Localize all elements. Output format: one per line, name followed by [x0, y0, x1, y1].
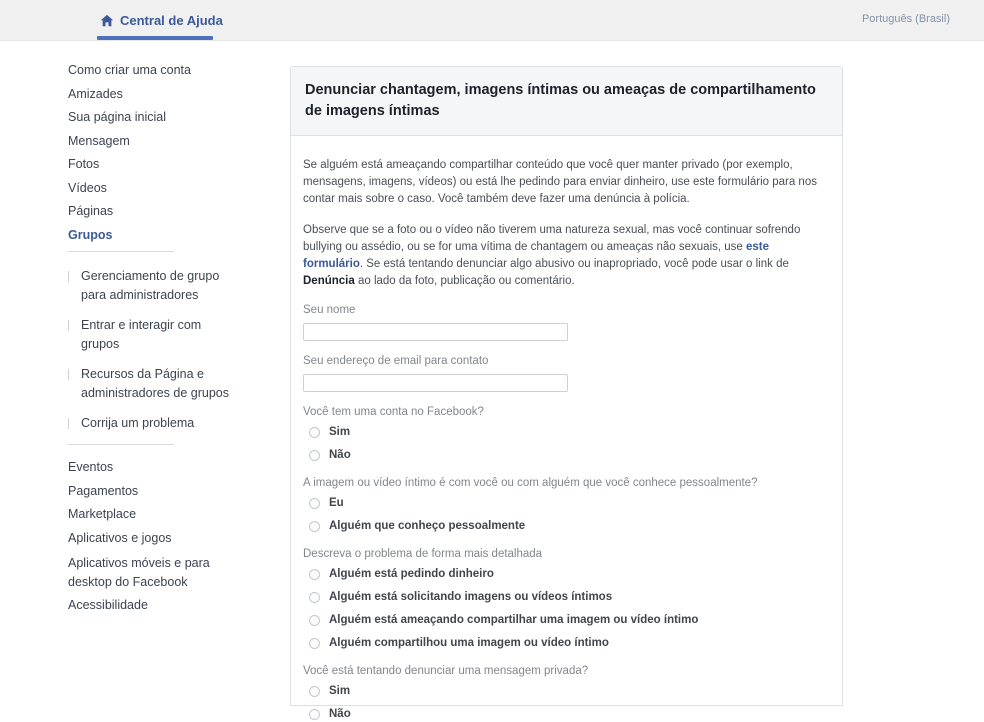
sidebar-item-sua-pagina-inicial[interactable]: Sua página inicial [68, 110, 166, 124]
help-center-home-link[interactable] [100, 0, 223, 41]
sidebar-subitem-gerenciamento-de-grupo[interactable] [68, 267, 240, 305]
radio-option-label: Alguém compartilhou uma imagem ou vídeo íntimo [329, 637, 609, 649]
sidebar-item-aplicativos-moveis[interactable]: Aplicativos móveis e para desktop do Facebook [68, 556, 210, 589]
radio-icon[interactable] [309, 592, 320, 603]
sidebar-subitem-label: Recursos da Página e administradores de grupos [81, 367, 229, 400]
sidebar-subitem-corrija-um-problema[interactable] [68, 414, 240, 433]
radio-option-label: Não [329, 708, 351, 720]
subitem-tick [68, 418, 69, 429]
sidebar-item-grupos[interactable]: Grupos [68, 227, 113, 242]
email-input[interactable] [303, 374, 568, 392]
radio-icon[interactable] [309, 450, 320, 461]
sidebar-item-paginas[interactable]: Páginas [68, 204, 114, 218]
subitem-tick [68, 271, 69, 282]
email-field-label: Seu endereço de email para contato [303, 355, 489, 367]
radio-option-label: Alguém está ameaçando compartilhar uma imagem ou vídeo íntimo [329, 614, 699, 626]
radio-option-label: Não [329, 449, 351, 461]
radio-option-compartilhou[interactable] [309, 636, 828, 651]
sidebar-subitem-label: Entrar e interagir com grupos [81, 318, 202, 351]
radio-option-eu[interactable] [309, 496, 828, 511]
radio-option-label: Sim [329, 685, 351, 697]
sidebar-item-videos[interactable]: Vídeos [68, 180, 107, 195]
sidebar-subitem-entrar-e-interagir[interactable] [68, 316, 240, 354]
radio-option-pedindo-dinheiro[interactable] [309, 567, 828, 582]
sidebar-item-eventos[interactable]: Eventos [68, 460, 114, 474]
question-has-account-label: Você tem uma conta no Facebook? [303, 406, 484, 418]
question-who-in-image-label: A imagem ou vídeo íntimo é com você ou com alguém que você conhece pessoalmente? [303, 477, 758, 489]
question-private-message-label: Você está tentando denunciar uma mensagem privada? [303, 665, 589, 677]
note-text-c: ao lado da foto, publicação ou comentário. [354, 275, 575, 287]
radio-option-nao[interactable] [309, 448, 828, 463]
radio-icon[interactable] [309, 615, 320, 626]
radio-option-sim[interactable] [309, 425, 828, 440]
sidebar-divider [68, 251, 174, 252]
sidebar-item-amizades[interactable]: Amizades [68, 86, 123, 101]
radio-option-nao-mensagem[interactable] [309, 707, 828, 722]
note-paragraph [303, 222, 828, 290]
radio-option-label: Alguém que conheço pessoalmente [329, 520, 526, 532]
page-title: Denunciar chantagem, imagens íntimas ou ameaças de compartilhamento de imagens íntimas [305, 82, 816, 119]
radio-option-label: Sim [329, 426, 351, 438]
article-panel [290, 66, 843, 720]
home-icon [100, 14, 114, 28]
name-field-label: Seu nome [303, 304, 356, 316]
sidebar-item-mensagem[interactable]: Mensagem [68, 133, 130, 148]
radio-icon[interactable] [309, 427, 320, 438]
article-header [291, 67, 842, 136]
radio-icon[interactable] [309, 638, 320, 649]
sidebar-item-marketplace[interactable]: Marketplace [68, 507, 137, 521]
sidebar-subitem-label: Gerenciamento de grupo para administradores [81, 269, 220, 302]
radio-option-solicitando-imagens[interactable] [309, 590, 828, 605]
radio-option-sim-mensagem[interactable] [309, 684, 828, 699]
subitem-tick [68, 369, 69, 380]
note-text-b: . Se está tentando denunciar algo abusivo ou inapropriado, você pode usar o link de [359, 258, 789, 270]
denuncia-bold-text: Denúncia [303, 275, 355, 287]
sidebar-item-como-criar-uma-conta[interactable]: Como criar uma conta [68, 63, 191, 77]
intro-paragraph: Se alguém está ameaçando compartilhar conteúdo que você quer manter privado (por exemplo, mensagens, imagens, vídeos) ou está lhe pedindo para enviar dinheiro, use este formulário para nos contar mais sobre o caso. Você também deve fazer uma denúncia à polícia. [303, 159, 817, 205]
note-text-a: Observe que se a foto ou o vídeo não tiverem uma natureza sexual, mas você continuar sofrendo bullying ou assédio, ou se for uma vítima de chantagem ou ameaças não sexuais, use [303, 224, 801, 253]
radio-option-label: Alguém está pedindo dinheiro [329, 568, 494, 580]
article-body [291, 136, 842, 722]
radio-option-label: Eu [329, 497, 344, 509]
sidebar-item-pagamentos[interactable]: Pagamentos [68, 483, 139, 498]
este-formulario-link[interactable]: este formulário [303, 241, 770, 270]
radio-option-label: Alguém está solicitando imagens ou vídeos íntimos [329, 591, 613, 603]
sidebar-divider [68, 444, 174, 445]
radio-icon[interactable] [309, 709, 320, 720]
question-describe-problem-label: Descreva o problema de forma mais detalhada [303, 548, 543, 560]
sidebar-subitem-recursos-da-pagina[interactable] [68, 365, 240, 403]
sidebar-nav [68, 63, 248, 622]
help-center-title: Central de Ajuda [120, 13, 223, 28]
radio-icon[interactable] [309, 569, 320, 580]
radio-icon[interactable] [309, 686, 320, 697]
sidebar-item-acessibilidade[interactable]: Acessibilidade [68, 598, 148, 612]
sidebar-subitem-label: Corrija um problema [81, 416, 195, 430]
language-selector[interactable]: Português (Brasil) [861, 13, 950, 25]
name-input[interactable] [303, 323, 568, 341]
radio-icon[interactable] [309, 498, 320, 509]
radio-icon[interactable] [309, 521, 320, 532]
top-bar [0, 0, 984, 41]
subitem-tick [68, 320, 69, 331]
radio-option-ameacando-compartilhar[interactable] [309, 613, 828, 628]
sidebar-item-fotos[interactable]: Fotos [68, 157, 100, 171]
sidebar-item-aplicativos-e-jogos[interactable]: Aplicativos e jogos [68, 530, 172, 545]
radio-option-alguem-que-conheco[interactable] [309, 519, 828, 534]
active-tab-indicator [97, 36, 213, 40]
